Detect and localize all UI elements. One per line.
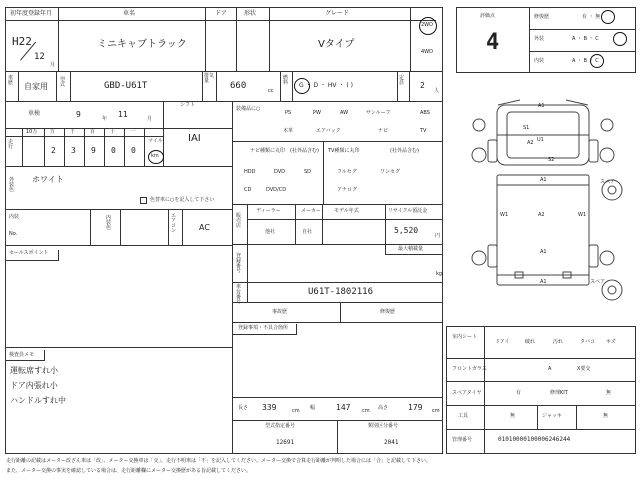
category-label: 類別区分番号 bbox=[368, 423, 399, 429]
equip-ps: PS bbox=[285, 110, 292, 116]
4wd-label: 4WD bbox=[421, 49, 433, 55]
capacity-unit: 人 bbox=[434, 88, 440, 94]
memo-line-1: 運転席すれ小 bbox=[10, 366, 58, 375]
diag-a2-bed: A2 bbox=[538, 212, 545, 218]
navi-dvd: DVD bbox=[274, 169, 286, 175]
windshield-label: フロントガラス bbox=[452, 366, 487, 372]
tv-header: TV種類に丸印 bbox=[328, 148, 360, 154]
mileage-digit-ichi: 0 bbox=[131, 146, 136, 155]
mileage-unit-juu: 十 bbox=[110, 129, 116, 135]
diag-w1-left: W1 bbox=[500, 212, 509, 218]
navi-sd: SD bbox=[304, 169, 312, 175]
navi-sub: (社外品含む) bbox=[290, 148, 319, 154]
chassis-label: 車台番号 bbox=[236, 284, 242, 305]
inspection-year: 9 bbox=[76, 110, 81, 119]
mileage-unit-mile: マイル bbox=[148, 138, 163, 144]
maker-label: メーカー bbox=[301, 208, 321, 214]
mileage-digit-juu: 0 bbox=[111, 146, 116, 155]
plate-label: 車歴 bbox=[8, 75, 14, 86]
fuel-label: 燃料 bbox=[283, 75, 289, 86]
interior-grade-label: 内装 bbox=[534, 58, 545, 64]
max-load-unit: kg bbox=[436, 271, 443, 277]
aircon-label: エアコン bbox=[171, 213, 177, 234]
tv-fullseg: フルセグ bbox=[337, 169, 357, 175]
repair-label: 修復歴 bbox=[534, 14, 550, 20]
diag-a1-rear: A1 bbox=[540, 279, 547, 285]
mileage-unit-man: 万 bbox=[50, 129, 56, 135]
windshield-opt-a: A bbox=[548, 366, 552, 372]
mileage-digit-hyaku: 9 bbox=[91, 146, 96, 155]
repair-none-circle bbox=[601, 10, 615, 24]
width-unit: cm bbox=[362, 408, 370, 414]
memo-line-3: ハンドルすれ中 bbox=[10, 396, 66, 405]
plate-value: 自家用 bbox=[24, 82, 48, 91]
jack-option: 無 bbox=[603, 413, 609, 419]
length-value: 339 bbox=[262, 403, 277, 412]
tools-option: 無 bbox=[510, 413, 516, 419]
inspection-month-unit: 月 bbox=[147, 116, 153, 122]
shape-label: 形状 bbox=[244, 10, 257, 17]
spare-label-2: スペア bbox=[590, 279, 606, 285]
model-label: 型式 bbox=[60, 77, 66, 88]
interior-color-label: 内装色 bbox=[106, 215, 112, 231]
seat-opt-4: タバコ bbox=[580, 339, 595, 345]
spare-tire-opt-1: 有 bbox=[516, 390, 522, 396]
max-load-label: 最大積載量 bbox=[398, 246, 424, 252]
shift-label: シフト bbox=[180, 102, 196, 108]
navi-hdd: HDD bbox=[244, 169, 256, 175]
car-name-value: ミニキャブトラック bbox=[97, 39, 187, 50]
exterior-grade-label: 外装 bbox=[534, 36, 545, 42]
repair-check-label: 修復歴 bbox=[380, 309, 396, 315]
jack-label: ジャッキ bbox=[542, 413, 562, 419]
diag-u1: U1 bbox=[537, 137, 544, 143]
mileage-unit-ichi: 一 bbox=[130, 129, 136, 135]
capacity-label: 定員 bbox=[399, 75, 405, 86]
first-reg-label: 初年度登録年月 bbox=[10, 10, 53, 17]
capacity-value: 2 bbox=[420, 81, 425, 90]
spare-tire-label: スペアタイヤ bbox=[452, 390, 482, 396]
navi-header: ナビ種類に丸印 bbox=[250, 148, 286, 154]
equip-tv: TV bbox=[420, 128, 427, 134]
interior-b-circle bbox=[590, 54, 604, 68]
dealer-value: 他社 bbox=[265, 229, 276, 235]
mgmt-label: 管理番号 bbox=[452, 437, 473, 443]
equip-aw: AW bbox=[340, 110, 349, 116]
mileage-unit-hyaku: 百 bbox=[90, 129, 96, 135]
spare-tire-opt-2: 修理KIT bbox=[550, 390, 568, 396]
height-label: 高さ bbox=[378, 405, 389, 411]
exterior-c-circle bbox=[613, 32, 627, 46]
mileage-digit-sen: 3 bbox=[71, 146, 76, 155]
equip-airbag: エアバック bbox=[316, 128, 341, 134]
mileage-unit-km: km bbox=[151, 153, 159, 159]
interior-no-label: No. bbox=[9, 231, 18, 237]
equip-leather: 本革 bbox=[283, 128, 294, 134]
mileage-unit-sen: 千 bbox=[70, 129, 76, 135]
fuel-options: G ・ D ・ HV ・ ( ) bbox=[299, 82, 353, 89]
first-reg-month: 12 bbox=[34, 52, 45, 62]
width-value: 147 bbox=[336, 403, 351, 412]
car-name-label: 車名 bbox=[123, 10, 136, 17]
equip-sunroof: サンルーフ bbox=[366, 110, 391, 116]
tv-analog: アナログ bbox=[337, 187, 358, 193]
mgmt-value: 01010000100006246244 bbox=[498, 436, 571, 443]
type-cert-value: 12691 bbox=[276, 439, 295, 446]
tv-sub: (社外品含む) bbox=[390, 148, 419, 154]
mileage-label: 走行 bbox=[8, 139, 14, 150]
mileage-unit-10man: 10万 bbox=[26, 129, 38, 135]
equip-header: 装備品に○ bbox=[236, 106, 261, 112]
reg-no-label: 登録番号 bbox=[236, 253, 242, 274]
windshield-opt-x: X要交 bbox=[577, 366, 591, 372]
equip-abs: ABS bbox=[420, 110, 430, 116]
model-year-label: モデル年式 bbox=[334, 208, 359, 214]
spare-label-1: スペア bbox=[600, 179, 616, 185]
sale-label: 販売店 bbox=[236, 213, 242, 229]
aircon-value: AC bbox=[199, 223, 210, 232]
equip-navi: ナビ bbox=[378, 128, 389, 134]
displacement-unit: cc bbox=[268, 88, 274, 94]
exterior-grade-options: A ・ B ・ C bbox=[572, 36, 599, 42]
length-unit: cm bbox=[292, 408, 300, 414]
color-change-note: 色替車に○を記入して下さい bbox=[150, 197, 215, 203]
displacement-label: 排気量 bbox=[204, 73, 215, 84]
height-value: 179 bbox=[408, 403, 423, 412]
width-label: 幅 bbox=[310, 405, 316, 411]
grade-value: Vタイプ bbox=[318, 39, 355, 50]
mileage-digit-man: 2 bbox=[51, 146, 56, 155]
exterior-label: 外装色 bbox=[9, 177, 15, 193]
sales-point-label: セールスポイント bbox=[9, 250, 49, 256]
diag-a1-bed: A1 bbox=[540, 249, 547, 255]
inspection-year-unit: 年 bbox=[102, 116, 108, 122]
model-value: GBD-U61T bbox=[104, 81, 148, 91]
inspection-month: 11 bbox=[118, 110, 128, 119]
diag-a1-side: A1 bbox=[540, 177, 547, 183]
footer-line-1: 走行距離の記載はメーター改ざん車は「改」、メーター交換車は「交」、走行不明車は「不」を記入してください。メーター交換で合算走行距離が判明した場合には「合」と記載して下さい。 bbox=[6, 458, 432, 464]
spare-tire-opt-3: 無 bbox=[606, 390, 612, 396]
dealer-label: ディーラー bbox=[256, 208, 281, 214]
displacement-value: 660 bbox=[230, 81, 247, 91]
seat-opt-5: キズ bbox=[606, 339, 616, 345]
type-cert-label: 型式指定番号 bbox=[265, 423, 296, 429]
recycle-value: 5,520 bbox=[394, 226, 419, 235]
memo-label: 検査員メモ bbox=[9, 352, 35, 358]
grade-label: グレード bbox=[325, 10, 350, 17]
diag-a1-top: A1 bbox=[538, 103, 545, 109]
maker-value: 自社 bbox=[302, 229, 313, 235]
height-unit: cm bbox=[432, 408, 440, 414]
color-change-box bbox=[140, 197, 147, 204]
repair-options: 有 ・ 無 bbox=[582, 14, 601, 20]
diag-s1: S1 bbox=[523, 125, 530, 131]
2wd-label: 2WD bbox=[421, 22, 433, 28]
month-unit: 月 bbox=[50, 62, 56, 68]
recycle-unit: 円 bbox=[435, 233, 441, 239]
seat-opt-2: 破れ bbox=[525, 339, 536, 345]
seat-label: 室内シート bbox=[452, 334, 478, 340]
tv-oneseg: ワンセグ bbox=[380, 169, 401, 175]
length-label: 長さ bbox=[238, 405, 249, 411]
score-value: 4 bbox=[486, 30, 500, 55]
seat-opt-3: 汚れ bbox=[553, 339, 564, 345]
equip-pw: PW bbox=[313, 110, 321, 116]
shift-value: ΙΑΙ bbox=[188, 133, 201, 144]
tools-label: 工具 bbox=[458, 413, 469, 419]
exterior-value: ホワイト bbox=[32, 175, 64, 184]
diag-a2-side: A2 bbox=[527, 140, 534, 146]
chassis-value: U61T-1802116 bbox=[308, 287, 374, 297]
interior-label: 内装 bbox=[9, 214, 20, 220]
diag-w1-right: W1 bbox=[578, 212, 587, 218]
inspection-label: 車検 bbox=[28, 110, 41, 117]
diag-s2: S2 bbox=[548, 157, 555, 163]
interior-grade-options: A ・ B ・ C bbox=[572, 58, 599, 64]
recycle-label: リサイクル預託金 bbox=[388, 208, 428, 214]
accident-label: 事故歴 bbox=[272, 309, 288, 315]
seat-opt-1: ドアイ bbox=[495, 339, 510, 345]
first-reg-year: H22 bbox=[12, 35, 32, 48]
door-label: ドア bbox=[215, 10, 227, 17]
registered-label: 登録事項・不具合箇所 bbox=[238, 325, 289, 331]
navi-dvdcd: DVD/CD bbox=[266, 187, 287, 193]
memo-line-2: ドア内張れ小 bbox=[10, 381, 58, 390]
footer-line-2: また、メーター交換の事実を確認している場合は、走行距離欄にメーター交換歴がある旨記載してください。 bbox=[6, 468, 252, 474]
navi-cd: CD bbox=[244, 187, 252, 193]
score-label: 評価点 bbox=[480, 13, 496, 19]
category-value: 2041 bbox=[384, 439, 399, 446]
